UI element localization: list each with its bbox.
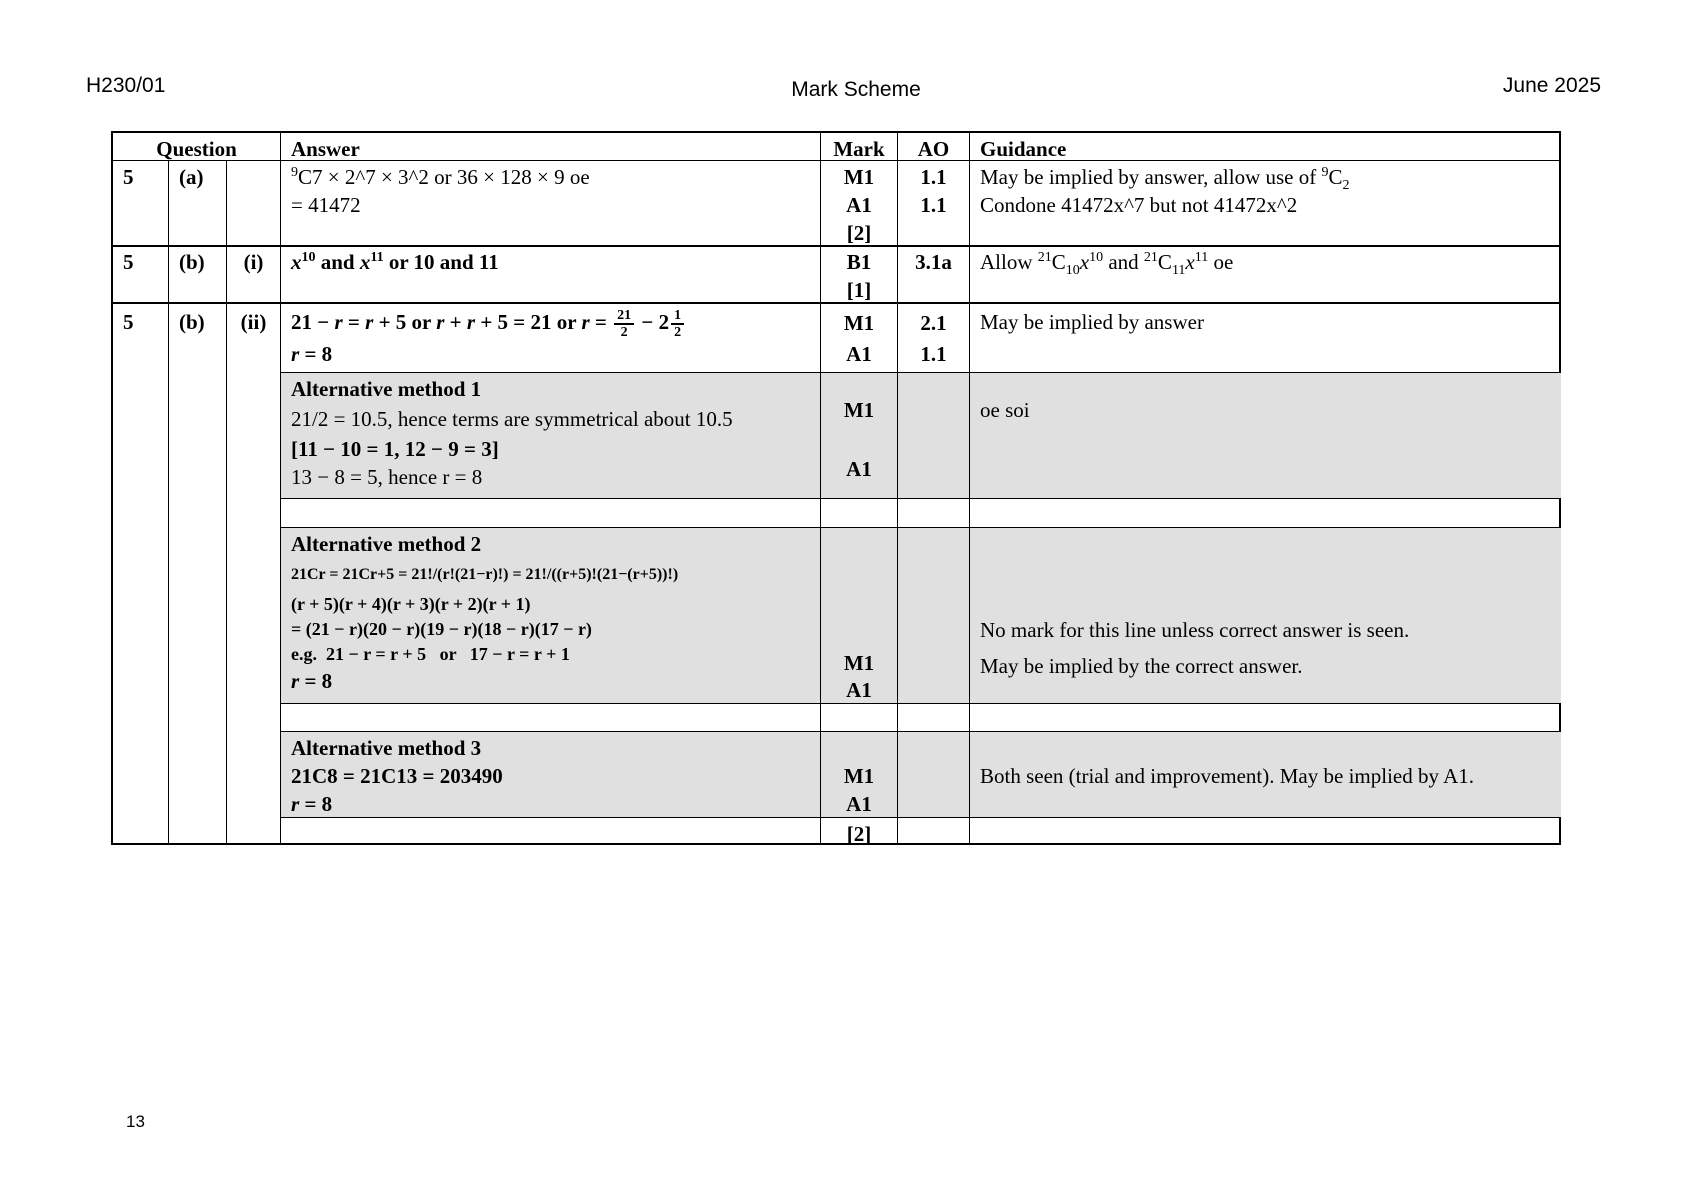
alt-method-title: Alternative method 2 <box>291 532 482 556</box>
mark-total: [2] <box>846 822 872 846</box>
ao: 1.1 <box>920 193 947 217</box>
ao: 1.1 <box>920 342 947 366</box>
alt-method-title: Alternative method 1 <box>291 377 482 401</box>
guidance-a-line1: May be implied by answer, allow use of $^9C_2$ <box>980 165 1350 194</box>
alt2-line1: 21Cr = 21Cr+5 = 21!/(r!(21−r)!) = 21!/((r+5)!(21−(r+5))!) <box>291 566 679 583</box>
alt3-line1: 21C8 = 21C13 = 203490 <box>291 764 503 788</box>
question-part: (b) <box>179 250 205 274</box>
page-number: 13 <box>126 1112 145 1131</box>
question-part: (a) <box>179 165 204 189</box>
mark: B1 <box>846 250 872 274</box>
guidance-bii: May be implied by answer <box>980 310 1204 334</box>
mark: A1 <box>846 193 872 217</box>
answer-a-line1 <box>291 163 811 191</box>
mark-scheme-table <box>111 131 1561 845</box>
col-header-ao: AO <box>917 137 950 161</box>
mark: A1 <box>846 457 872 481</box>
col-header-guidance: Guidance <box>980 137 1067 161</box>
answer-bii-line1: 21 − r = r + 5 or r + r + 5 = 21 or r = $\frac{21}{2}$ − 2 $\frac{1}{2}$ <box>291 305 811 340</box>
marks-a <box>821 161 897 249</box>
mark: M1 <box>843 764 875 788</box>
question-part: (b) <box>179 310 205 334</box>
alt2-line5: r = 8 <box>291 669 333 693</box>
question-number: 5 <box>123 250 134 274</box>
ao-bi: 3.1a <box>915 250 952 274</box>
alt-method-2 <box>281 528 821 697</box>
ao: 2.1 <box>920 311 947 335</box>
alt3-line2: r = 8 <box>291 792 333 816</box>
alt1-line3: 13 − 8 = 5, hence r = 8 <box>291 465 483 489</box>
guidance-line: No mark for this line unless correct answer is seen. <box>980 618 1410 642</box>
answer-a-superscript: 9 <box>291 165 298 180</box>
guidance-bi: Allow $^{21}C_{10}x^{10}$ and $^{21}C_{11}x^{11}$ oe <box>980 250 1234 279</box>
exam-date: June 2025 <box>1502 74 1601 97</box>
alt-method-1 <box>281 373 821 493</box>
answer-a-line1-tail: C7 × 2^7 × 3^2 or 36 × 128 × 9 oe <box>298 165 590 189</box>
guidance-a <box>970 161 1560 221</box>
mark: A1 <box>846 342 872 366</box>
col-header-answer: Answer <box>291 137 360 161</box>
ao-bii <box>898 306 969 372</box>
col-header-question: Question <box>156 137 237 161</box>
mark: M1 <box>843 165 875 189</box>
mark: M1 <box>843 398 875 422</box>
alt1-line1: 21/2 = 10.5, hence terms are symmetrical about 10.5 <box>291 407 733 431</box>
answer-bi: $x^{10}$ and $x^{11}$ or 10 and 11 <box>291 250 499 274</box>
document-title: Mark Scheme <box>791 78 921 101</box>
mark: A1 <box>846 792 872 816</box>
paper-code: H230/01 <box>86 74 166 97</box>
alt2-line3: = (21 − r)(20 − r)(19 − r)(18 − r)(17 − r) <box>291 619 592 639</box>
col-header-mark: Mark <box>833 137 885 161</box>
mark-total: [1] <box>846 278 872 302</box>
answer-bii <box>281 303 821 370</box>
alt1-line2: [11 − 10 = 1, 12 − 9 = 3] <box>291 437 499 461</box>
ao-a <box>898 161 969 221</box>
guidance-line: May be implied by the correct answer. <box>980 654 1303 678</box>
alt2-line2: (r + 5)(r + 4)(r + 3)(r + 2)(r + 1) <box>291 594 531 614</box>
mark: A1 <box>846 678 872 702</box>
alt2-line4: e.g. 21 − r = r + 5 or 17 − r = r + 1 <box>291 644 570 664</box>
row-divider <box>280 703 1561 704</box>
answer-a-line2: = 41472 <box>291 193 361 217</box>
question-subpart: (i) <box>243 250 264 274</box>
ao: 1.1 <box>920 165 947 189</box>
mark: M1 <box>843 311 875 335</box>
question-number: 5 <box>123 310 134 334</box>
alt-method-3 <box>281 732 821 820</box>
row-divider <box>280 498 1561 499</box>
answer-bii-line2: r = 8 <box>291 342 333 367</box>
mark-total: [2] <box>846 221 872 245</box>
marks-bi <box>821 246 897 306</box>
marks-bii <box>821 306 897 372</box>
col-divider <box>969 133 970 845</box>
alt-method-title: Alternative method 3 <box>291 736 482 760</box>
guidance-a-line2: Condone 41472x^7 but not 41472x^2 <box>980 193 1298 217</box>
question-number: 5 <box>123 165 134 189</box>
col-divider <box>897 133 898 845</box>
mark: M1 <box>843 651 875 675</box>
answer-a <box>281 161 821 221</box>
guidance-alt3: Both seen (trial and improvement). May be implied by A1. <box>980 764 1474 788</box>
guidance-alt2 <box>970 610 1419 686</box>
guidance-alt1: oe soi <box>980 398 1030 422</box>
question-subpart: (ii) <box>240 310 267 334</box>
